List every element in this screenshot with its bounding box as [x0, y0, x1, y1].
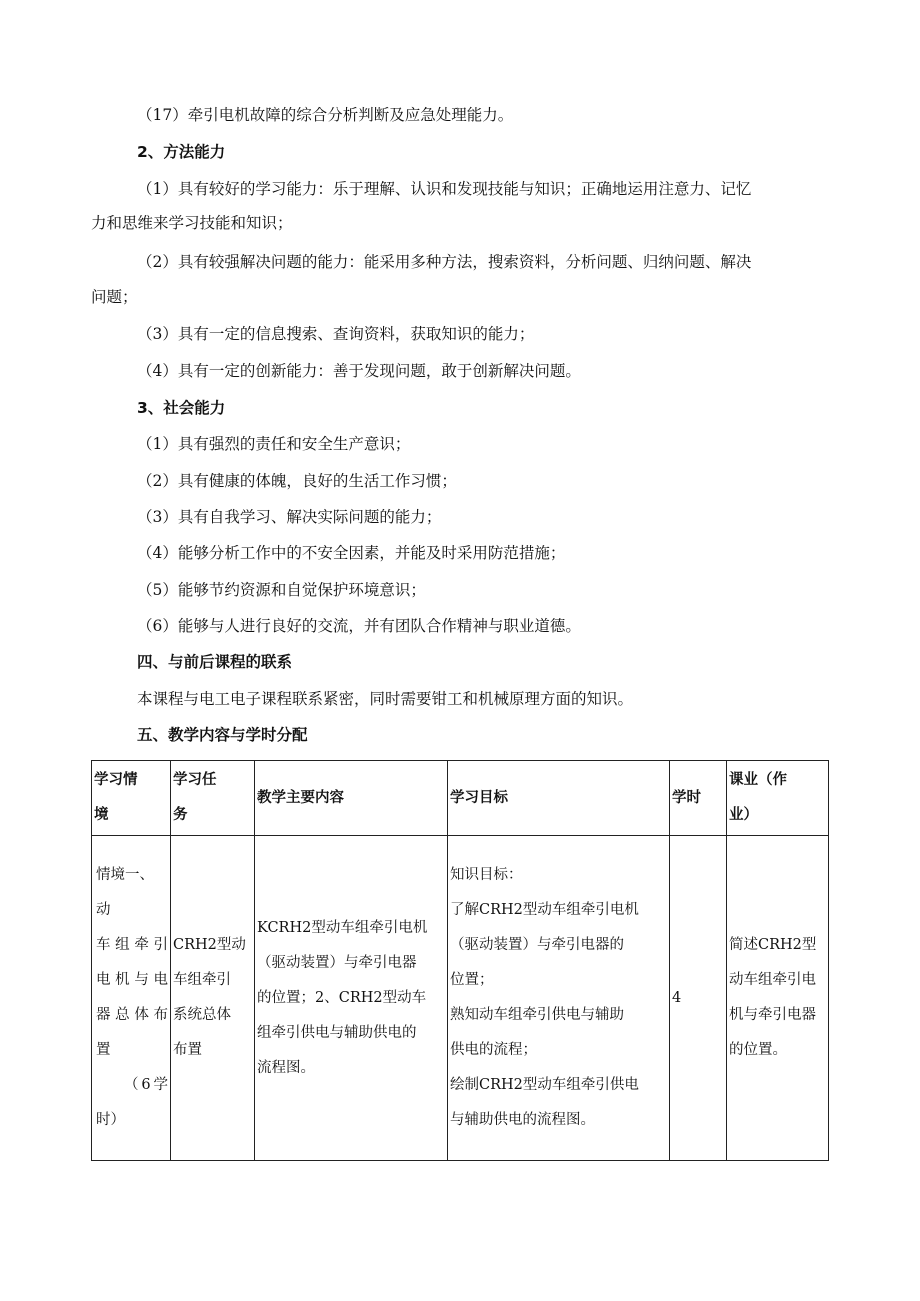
cell-line: 置 [96, 1042, 111, 1058]
header-line: 业） [729, 807, 758, 823]
cell-line: 绘制CRH2型动车组牵引供电 [450, 1077, 639, 1093]
header-line: 课业（作 [729, 772, 787, 788]
header-learning-goals: 学习目标 [448, 761, 670, 836]
paragraph-method-2a: （2）具有较强解决问题的能力：能采用多种方法，搜索资料，分析问题、归纳问题、解决 [137, 253, 752, 271]
cell-line: 系统总体 [173, 1007, 231, 1023]
heading-course-relations: 四、与前后课程的联系 [137, 653, 293, 671]
cell-line: CRH2型动 [173, 937, 246, 953]
table-header-row [92, 761, 829, 836]
paragraph-social-3: （3）具有自我学习、解决实际问题的能力； [137, 508, 442, 526]
paragraph-method-4: （4）具有一定的创新能力：善于发现问题，敢于创新解决问题。 [137, 362, 581, 380]
paragraph-social-2: （2）具有健康的体魄，良好的生活工作习惯； [137, 472, 457, 490]
header-line: 务 [173, 807, 188, 823]
paragraph-method-1a: （1）具有较好的学习能力：乐于理解、认识和发现技能与知识；正确地运用注意力、记忆 [137, 180, 752, 198]
cell-line: 简述CRH2型 [729, 937, 817, 953]
cell-line: 车组牵引 [173, 972, 231, 988]
cell-line: 机与牵引电器 [729, 1007, 816, 1023]
cell-line: 电机与电 [96, 972, 168, 988]
cell-learning-goals [448, 836, 670, 1161]
cell-line: （驱动装置）与牵引电器的 [450, 937, 624, 953]
paragraph-17: （17）牵引电机故障的综合分析判断及应急处理能力。 [137, 106, 514, 124]
cell-learning-context [92, 836, 171, 1161]
cell-line: 时） [96, 1112, 125, 1128]
cell-line: 车组牵引 [96, 937, 168, 953]
paragraph-course-relations: 本课程与电工电子课程联系紧密，同时需要钳工和机械原理方面的知识。 [137, 690, 634, 708]
cell-line: （6学 [124, 1077, 168, 1093]
header-learning-task [171, 761, 255, 836]
paragraph-method-2b: 问题； [91, 288, 138, 306]
cell-line: 布置 [173, 1042, 202, 1058]
cell-line: 熟知动车组牵引供电与辅助 [450, 1007, 624, 1023]
heading-social-ability: 3、社会能力 [137, 399, 226, 417]
cell-line: 流程图。 [257, 1059, 315, 1076]
cell-line: KCRH2型动车组牵引电机 [257, 919, 428, 936]
header-main-content: 教学主要内容 [255, 761, 448, 836]
cell-line: 的位置。 [729, 1042, 787, 1058]
header-learning-context [92, 761, 171, 836]
header-line: 境 [94, 807, 109, 823]
table-row [92, 836, 829, 1161]
cell-assignment [727, 836, 829, 1161]
header-assignment [727, 761, 829, 836]
paragraph-social-6: （6）能够与人进行良好的交流，并有团队合作精神与职业道德。 [137, 617, 581, 635]
paragraph-social-5: （5）能够节约资源和自觉保护环境意识； [137, 581, 426, 599]
cell-main-content [255, 836, 448, 1161]
cell-line: 组牵引供电与辅助供电的 [257, 1024, 417, 1041]
cell-line: 动车组牵引电 [729, 972, 816, 988]
cell-hours: 4 [670, 836, 727, 1161]
cell-line: 供电的流程； [450, 1042, 537, 1058]
header-hours: 学时 [670, 761, 727, 836]
cell-line: 位置； [450, 972, 494, 988]
cell-line: （驱动装置）与牵引电器 [257, 954, 417, 971]
cell-line: 知识目标： [450, 867, 523, 883]
header-line: 学习任 [173, 772, 217, 788]
cell-learning-task [171, 836, 255, 1161]
teaching-content-table [91, 760, 829, 1161]
heading-teaching-content: 五、教学内容与学时分配 [137, 726, 308, 744]
cell-line: 情境一、动 [96, 867, 154, 918]
cell-line: 与辅助供电的流程图。 [450, 1112, 595, 1128]
heading-method-ability: 2、方法能力 [137, 143, 226, 161]
paragraph-method-1b: 力和思维来学习技能和知识； [91, 214, 293, 232]
cell-line: 的位置；2、CRH2型动车 [257, 989, 427, 1006]
cell-line: 了解CRH2型动车组牵引电机 [450, 902, 639, 918]
header-line: 学习情 [94, 772, 138, 788]
paragraph-social-4: （4）能够分析工作中的不安全因素，并能及时采用防范措施； [137, 544, 566, 562]
cell-line: 器总体布 [96, 1007, 168, 1023]
paragraph-social-1: （1）具有强烈的责任和安全生产意识； [137, 435, 411, 453]
paragraph-method-3: （3）具有一定的信息搜索、查询资料，获取知识的能力； [137, 325, 535, 343]
